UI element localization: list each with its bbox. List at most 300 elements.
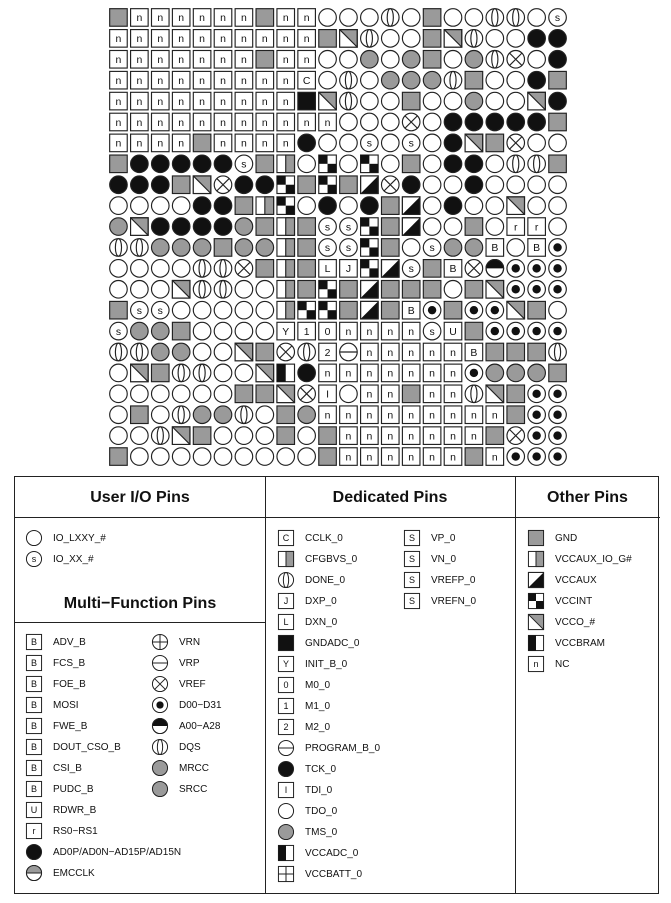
pin-cell (277, 239, 295, 257)
pin-cell (110, 343, 128, 361)
svg-text:Y: Y (282, 326, 290, 338)
pin-cell (298, 113, 316, 131)
pin-cell (256, 30, 274, 48)
svg-text:n: n (408, 368, 415, 380)
svg-text:B: B (30, 784, 38, 795)
svg-text:B: B (30, 721, 38, 732)
pin-cell (465, 427, 483, 445)
nc-square-symbol (527, 655, 545, 673)
pin-cell (131, 113, 149, 131)
pin-cell (214, 30, 232, 48)
pin-cell (507, 9, 525, 27)
svg-text:n: n (220, 138, 226, 150)
svg-text:n: n (387, 389, 394, 401)
pin-cell (110, 155, 128, 173)
svg-text:J: J (283, 596, 289, 607)
svg-text:n: n (178, 138, 185, 150)
legend-item (527, 592, 592, 610)
svg-text:L: L (283, 617, 289, 628)
pin-cell (402, 9, 420, 27)
pin-cell (361, 113, 379, 131)
pin-cell (340, 343, 358, 361)
pin-cell (298, 71, 316, 89)
pin-cell (486, 322, 504, 340)
pin-cell (549, 239, 567, 257)
legend-item-label: VCCAUX_IO_G# (555, 553, 632, 565)
pin-cell (549, 260, 567, 278)
pin-cell (277, 385, 295, 403)
svg-text:n: n (429, 452, 435, 464)
pin-cell (110, 197, 128, 215)
svg-text:n: n (366, 326, 373, 338)
letter-s-square-symbol (403, 592, 421, 610)
pin-cell (172, 134, 190, 152)
pin-cell (381, 364, 399, 382)
pin-cell (465, 260, 483, 278)
pin-cell (277, 92, 295, 110)
pin-cell (110, 260, 128, 278)
pin-cell (151, 218, 169, 236)
pin-cell (298, 197, 316, 215)
pin-cell (361, 301, 379, 319)
pin-cell (214, 385, 232, 403)
pin-cell (381, 30, 399, 48)
pin-cell (507, 50, 525, 68)
pin-cell (423, 9, 441, 27)
pin-cell (214, 71, 232, 89)
legend-item-label: CSI_B (53, 762, 82, 774)
legend-item (25, 738, 121, 756)
letter-b-square-symbol (25, 654, 43, 672)
svg-text:B: B (491, 243, 499, 255)
pin-cell (235, 364, 253, 382)
svg-text:n: n (220, 13, 226, 25)
svg-text:n: n (450, 368, 456, 380)
svg-text:n: n (157, 96, 164, 108)
pin-cell (361, 364, 379, 382)
pin-cell (486, 92, 504, 110)
legend-item-label: MRCC (179, 762, 209, 774)
user-io-title: User I/O Pins (90, 489, 190, 506)
svg-text:B: B (30, 679, 38, 690)
legend-item-label: VREF (179, 678, 206, 690)
letter-s-square-symbol (403, 529, 421, 547)
pin-grid-area (108, 7, 568, 467)
pin-cell (340, 134, 358, 152)
legend-item-label: M1_0 (305, 700, 331, 712)
pin-cell (361, 176, 379, 194)
pin-cell (528, 197, 546, 215)
svg-text:n: n (408, 347, 415, 359)
svg-text:n: n (136, 75, 143, 87)
pin-cell (193, 50, 211, 68)
pin-cell (235, 176, 253, 194)
legend-item-label: AD0P/AD0N−AD15P/AD15N (53, 846, 182, 858)
pin-cell (444, 9, 462, 27)
pin-cell (172, 322, 190, 340)
pin-cell (340, 280, 358, 298)
pin-cell (298, 218, 316, 236)
pin-cell (193, 9, 211, 27)
legend-item-label: CCLK_0 (305, 532, 343, 544)
pin-cell (172, 30, 190, 48)
svg-text:s: s (157, 305, 163, 317)
legend-item (25, 822, 98, 840)
pin-cell (277, 134, 295, 152)
pin-cell (193, 197, 211, 215)
svg-text:n: n (199, 117, 205, 129)
pin-cell (193, 134, 211, 152)
pin-cell (256, 92, 274, 110)
pin-cell (110, 113, 128, 131)
pin-cell (319, 9, 337, 27)
pin-cell (486, 239, 504, 257)
pin-cell (319, 427, 337, 445)
pin-cell (256, 218, 274, 236)
pin-cell (402, 343, 420, 361)
svg-text:n: n (429, 410, 435, 422)
pin-cell (172, 71, 190, 89)
pin-cell (319, 113, 337, 131)
pin-cell (235, 427, 253, 445)
pin-cell (172, 239, 190, 257)
pin-cell (131, 385, 149, 403)
svg-text:n: n (303, 55, 310, 67)
svg-text:n: n (408, 452, 415, 464)
pin-cell (507, 427, 525, 445)
pin-cell (549, 155, 567, 173)
svg-text:n: n (491, 410, 498, 422)
pin-cell (298, 155, 316, 173)
pin-cell (256, 176, 274, 194)
pin-cell (193, 92, 211, 110)
svg-text:L: L (324, 264, 331, 276)
pin-cell (549, 176, 567, 194)
legend-item (277, 655, 347, 673)
svg-text:n: n (241, 117, 247, 129)
legend-item-label: VCCINT (555, 595, 593, 607)
svg-text:n: n (324, 117, 331, 129)
pin-cell (465, 71, 483, 89)
svg-text:n: n (345, 410, 352, 422)
pin-cell (235, 343, 253, 361)
pin-cell (256, 301, 274, 319)
pin-cell (507, 176, 525, 194)
pin-cell (298, 30, 316, 48)
pin-cell (151, 71, 169, 89)
legend-item (25, 843, 181, 861)
svg-text:n: n (261, 117, 268, 129)
legend-item-label: DXP_0 (305, 595, 337, 607)
pin-cell (256, 155, 274, 173)
svg-text:s: s (429, 326, 435, 338)
pin-cell (235, 113, 253, 131)
pin-cell (381, 92, 399, 110)
svg-text:n: n (429, 431, 435, 443)
pin-cell (172, 406, 190, 424)
pin-cell (549, 448, 567, 466)
legend-item (403, 592, 476, 610)
pin-cell (528, 343, 546, 361)
pin-cell (131, 71, 149, 89)
pin-cell (298, 301, 316, 319)
legend-item (25, 864, 95, 882)
pin-cell (172, 448, 190, 466)
pin-cell (423, 71, 441, 89)
letter-s-square-symbol (403, 550, 421, 568)
pin-cell (444, 301, 462, 319)
pin-cell (319, 280, 337, 298)
svg-text:C: C (302, 75, 311, 87)
pin-cell (465, 364, 483, 382)
pin-cell (214, 343, 232, 361)
svg-text:s: s (554, 13, 561, 25)
pin-cell (528, 385, 546, 403)
pin-cell (340, 50, 358, 68)
pin-cell (172, 92, 190, 110)
pin-cell (298, 92, 316, 110)
pin-cell (256, 427, 274, 445)
svg-text:n: n (366, 452, 373, 464)
svg-text:s: s (345, 243, 352, 255)
svg-text:n: n (282, 138, 289, 150)
pin-cell (151, 385, 169, 403)
pin-cell (277, 448, 295, 466)
pin-cell (361, 322, 379, 340)
pin-cell (193, 30, 211, 48)
svg-text:n: n (241, 138, 247, 150)
pin-cell (402, 113, 420, 131)
legend-item (277, 802, 337, 820)
pin-cell (256, 260, 274, 278)
pin-cell (256, 134, 274, 152)
legend-item-label: VP_0 (431, 532, 456, 544)
legend-item (151, 675, 206, 693)
svg-text:B: B (30, 658, 38, 669)
svg-text:n: n (136, 96, 143, 108)
pin-cell (423, 134, 441, 152)
pin-cell (151, 134, 169, 152)
dqs-circle-symbol (151, 738, 169, 756)
pin-cell (528, 71, 546, 89)
pin-cell (507, 448, 525, 466)
svg-text:n: n (533, 659, 539, 670)
pin-cell (402, 176, 420, 194)
svg-text:n: n (429, 347, 435, 359)
pin-cell (361, 239, 379, 257)
pin-cell (340, 30, 358, 48)
svg-text:n: n (178, 96, 185, 108)
pin-cell (507, 260, 525, 278)
pin-cell (465, 92, 483, 110)
pin-cell (319, 218, 337, 236)
pin-cell (110, 134, 128, 152)
pin-cell (193, 280, 211, 298)
svg-text:n: n (366, 347, 373, 359)
pin-cell (402, 50, 420, 68)
pin-cell (131, 364, 149, 382)
pin-cell (486, 71, 504, 89)
svg-text:1: 1 (283, 701, 289, 712)
svg-text:B: B (533, 243, 541, 255)
pin-cell (151, 92, 169, 110)
pin-cell (298, 427, 316, 445)
emc-half-circle-symbol (151, 717, 169, 735)
pin-cell (381, 9, 399, 27)
pin-cell (256, 406, 274, 424)
pin-cell (172, 343, 190, 361)
pin-cell (507, 239, 525, 257)
pin-cell (214, 239, 232, 257)
legend-item (403, 571, 475, 589)
legend-item (277, 739, 380, 757)
pin-cell (444, 92, 462, 110)
pin-cell (319, 30, 337, 48)
pin-cell (214, 9, 232, 27)
pin-cell (151, 280, 169, 298)
vrn-plus-circle-symbol (151, 633, 169, 651)
adc-black-circle-symbol (277, 760, 295, 778)
svg-text:n: n (115, 96, 122, 108)
legend-item-label: DXN_0 (305, 616, 338, 628)
svg-text:n: n (261, 96, 268, 108)
pin-cell (486, 50, 504, 68)
svg-text:n: n (136, 34, 143, 46)
svg-text:n: n (157, 117, 164, 129)
pin-cell (444, 50, 462, 68)
pin-cell (423, 385, 441, 403)
svg-text:I: I (284, 785, 288, 796)
legend-item (277, 634, 359, 652)
pin-cell (131, 9, 149, 27)
legend-item-label: VCCBATT_0 (305, 868, 363, 880)
svg-text:n: n (261, 75, 268, 87)
pin-cell (110, 385, 128, 403)
pin-cell (465, 176, 483, 194)
letter-c-square-symbol (277, 529, 295, 547)
pin-cell (486, 427, 504, 445)
pin-cell (444, 239, 462, 257)
svg-text:n: n (408, 431, 415, 443)
pin-cell (381, 343, 399, 361)
pin-cell (256, 385, 274, 403)
pin-cell (319, 301, 337, 319)
svg-text:n: n (136, 117, 143, 129)
pin-cell (319, 260, 337, 278)
pin-cell (131, 448, 149, 466)
pin-cell (423, 50, 441, 68)
pin-cell (131, 427, 149, 445)
pin-cell (193, 427, 211, 445)
pin-cell (172, 280, 190, 298)
pin-cell (298, 50, 316, 68)
pin-cell (131, 92, 149, 110)
other-title: Other Pins (547, 489, 628, 506)
pin-cell (151, 260, 169, 278)
letter-b-square-symbol (25, 696, 43, 714)
legend-item-label: DONE_0 (305, 574, 346, 586)
pin-cell (528, 280, 546, 298)
letter-u-square-symbol (25, 801, 43, 819)
legend-item (25, 529, 106, 547)
legend-item (527, 613, 595, 631)
legend-item-label: TCK_0 (305, 763, 337, 775)
legend-item-label: IO_XX_# (53, 553, 94, 565)
pin-cell (528, 134, 546, 152)
svg-text:n: n (157, 13, 164, 25)
legend (14, 476, 659, 894)
pin-cell (235, 71, 253, 89)
pin-cell (277, 301, 295, 319)
pin-cell (402, 239, 420, 257)
svg-text:s: s (31, 554, 37, 565)
legend-item (277, 844, 358, 862)
pin-cell (528, 364, 546, 382)
pin-cell (361, 92, 379, 110)
pin-cell (402, 155, 420, 173)
svg-text:1: 1 (303, 326, 310, 338)
pin-cell (110, 427, 128, 445)
gray-circle-symbol (277, 823, 295, 841)
adc-black-circle-symbol (25, 843, 43, 861)
svg-text:s: s (408, 138, 414, 150)
pin-cell (235, 134, 253, 152)
pin-cell (444, 280, 462, 298)
pin-cell (444, 322, 462, 340)
vccbram-black-half-square-symbol (527, 634, 545, 652)
pin-cell (361, 197, 379, 215)
pin-cell (277, 343, 295, 361)
pin-cell (277, 113, 295, 131)
legend-item-label: VRP (179, 657, 200, 669)
gray-circle-symbol (151, 759, 169, 777)
io-circle-symbol (277, 802, 295, 820)
dqs-circle-symbol (277, 571, 295, 589)
legend-item (527, 634, 605, 652)
pin-cell (465, 134, 483, 152)
pin-cell (110, 30, 128, 48)
pin-cell (235, 155, 253, 173)
svg-text:n: n (324, 368, 331, 380)
pin-cell (151, 9, 169, 27)
pin-cell (528, 322, 546, 340)
pin-cell (507, 113, 525, 131)
svg-text:0: 0 (283, 680, 289, 691)
legend-item-label: MOSI (53, 699, 79, 711)
svg-text:n: n (303, 117, 310, 129)
svg-text:s: s (408, 264, 414, 276)
svg-text:n: n (387, 431, 394, 443)
pin-cell (465, 448, 483, 466)
pin-cell (256, 9, 274, 27)
letter-b-square-symbol (25, 738, 43, 756)
pin-cell (549, 113, 567, 131)
svg-text:n: n (450, 410, 456, 422)
pin-cell (549, 197, 567, 215)
pin-cell (361, 385, 379, 403)
letter-b-square-symbol (25, 675, 43, 693)
pin-cell (319, 448, 337, 466)
svg-text:B: B (470, 347, 478, 359)
pin-cell (256, 322, 274, 340)
pin-cell (423, 218, 441, 236)
pin-cell (465, 197, 483, 215)
legend-item-label: TMS_0 (305, 826, 338, 838)
pin-cell (235, 280, 253, 298)
pin-cell (131, 155, 149, 173)
legend-item-label: NC (555, 658, 570, 670)
pin-cell (340, 155, 358, 173)
